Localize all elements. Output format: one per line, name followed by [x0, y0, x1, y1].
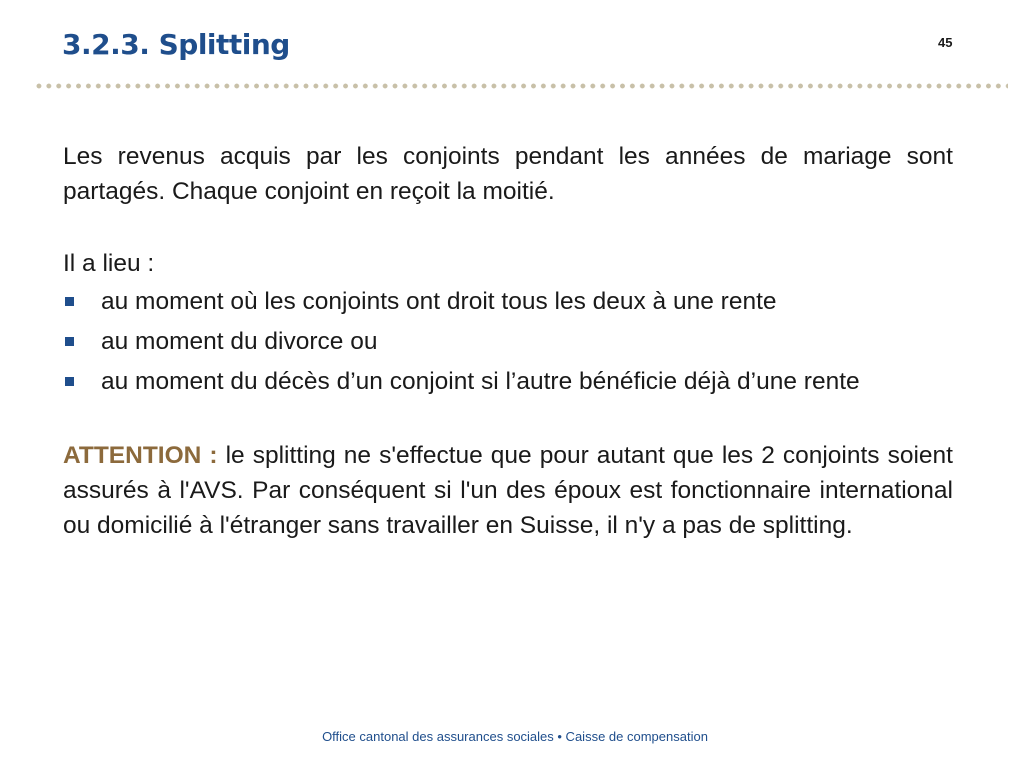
list-item-text: au moment du divorce ou [101, 328, 378, 355]
list-item-text: au moment où les conjoints ont droit tous les deux à une rente [101, 288, 777, 315]
attention-text: le splitting ne s'effectue que pour autant que les 2 conjoints soient assurés à l'AVS. Par conséquent si l'un des époux est fonctionnaire international ou domicilié à l'étranger sans travailler en Suisse, il n'y a pas de splitting. [63, 442, 953, 539]
attention-label: ATTENTION : [63, 442, 218, 469]
list-item [63, 325, 953, 359]
footer-text: Office cantonal des assurances sociales • Caisse de compensation [322, 729, 708, 744]
list-item-text: au moment du décès d’un conjoint si l’autre bénéficie déjà d’une rente [101, 368, 860, 395]
square-bullet-icon [65, 337, 74, 346]
list-item [63, 365, 953, 399]
slide-content [63, 139, 953, 543]
square-bullet-icon [65, 377, 74, 386]
list-item [63, 285, 953, 319]
page-number: 45 [938, 35, 953, 50]
bullet-list [63, 285, 953, 399]
intro-paragraph: Les revenus acquis par les conjoints pendant les années de mariage sont partagés. Chaque conjoint en reçoit la moitié. [63, 143, 953, 205]
dotted-divider [34, 82, 1008, 90]
square-bullet-icon [65, 297, 74, 306]
lieu-heading: Il a lieu : [63, 250, 155, 277]
attention-paragraph [63, 438, 953, 543]
page-title: 3.2.3. Splitting [62, 28, 290, 61]
